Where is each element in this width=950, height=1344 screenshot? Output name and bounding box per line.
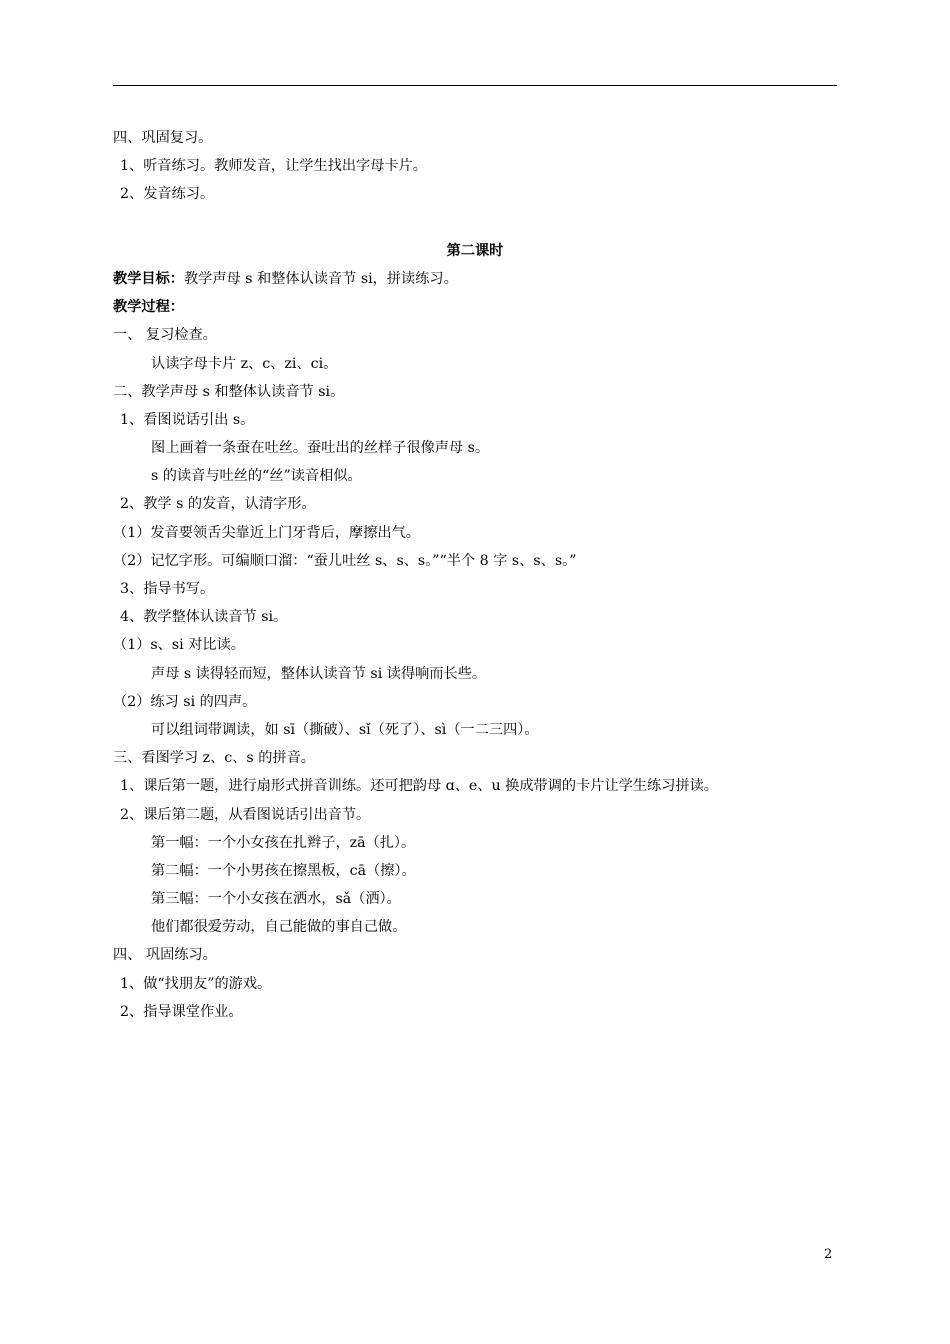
text-line: 图上画着一条蚕在吐丝。蚕吐出的丝样子很像声母 s。: [151, 440, 490, 457]
process-section: [113, 321, 837, 1026]
teaching-goal-text: 教学声母 s 和整体认读音节 si，拼读练习。: [183, 270, 458, 287]
text-line: 1、听音练习。教师发音，让学生找出字母卡片。: [120, 158, 427, 175]
text-line: 他们都很爱劳动，自己能做的事自己做。: [151, 919, 407, 936]
review-section: [113, 124, 837, 209]
section-title: 第二课时: [446, 242, 504, 259]
teaching-goal-label: 教学目标：: [113, 270, 184, 287]
document-body: [113, 124, 837, 1026]
text-line: （1）发音要领舌尖靠近上门牙背后，摩擦出气。: [113, 524, 420, 541]
page-number: 2: [824, 1247, 833, 1262]
text-line: 2、教学 s 的发音，认清字形。: [120, 496, 316, 513]
text-line: 3、指导书写。: [120, 581, 215, 597]
text-line: 四、巩固复习。: [113, 130, 213, 146]
text-line: 2、发音练习。: [120, 186, 215, 203]
text-line: （1）s、si 对比读。: [113, 637, 245, 654]
text-line: s 的读音与吐丝的“丝”读音相似。: [151, 468, 362, 485]
text-line: 4、教学整体认读音节 si。: [120, 609, 288, 626]
text-line: 声母 s 读得轻而短，整体认读音节 si 读得响而长些。: [151, 665, 487, 682]
text-line: （2）练习 si 的四声。: [113, 693, 257, 710]
text-line: 第二幅：一个小男孩在擦黑板，cā（擦）。: [151, 862, 416, 879]
text-line: 四、 巩固练习。: [113, 947, 217, 964]
section-gap: [113, 209, 837, 237]
text-line: 二、教学声母 s 和整体认读音节 si。: [113, 383, 345, 400]
text-line: 三、看图学习 z、c、s 的拼音。: [113, 750, 315, 767]
header-rule: [113, 85, 837, 86]
text-line: 1、做“找朋友”的游戏。: [120, 975, 272, 992]
text-line: 第三幅：一个小女孩在洒水，sǎ（洒）。: [151, 891, 401, 908]
text-line: 可以组词带调读，如 sī（撕破）、sǐ（死了）、sì（一二三四）。: [151, 721, 539, 738]
text-line: 一、 复习检查。: [113, 327, 217, 344]
text-line: 第一幅：一个小女孩在扎辫子，zā（扎）。: [151, 834, 416, 851]
teaching-goal: [113, 265, 837, 293]
text-line: 2、课后第二题，从看图说话引出音节。: [120, 806, 371, 823]
teaching-process-label: 教学过程：: [113, 299, 184, 316]
text-line: 认读字母卡片 z、c、zi、ci。: [151, 355, 338, 372]
text-line: 2、指导课堂作业。: [120, 1003, 243, 1020]
text-line: 1、看图说话引出 s。: [120, 411, 255, 428]
text-line: （2）记忆字形。可编顺口溜：“蚕儿吐丝 s、s、s。”“半个 8 字 s、s、s。”: [113, 552, 577, 569]
text-line: 1、课后第一题，进行扇形式拼音训练。还可把韵母 ɑ、e、u 换成带调的卡片让学生练习拼读。: [120, 778, 718, 795]
